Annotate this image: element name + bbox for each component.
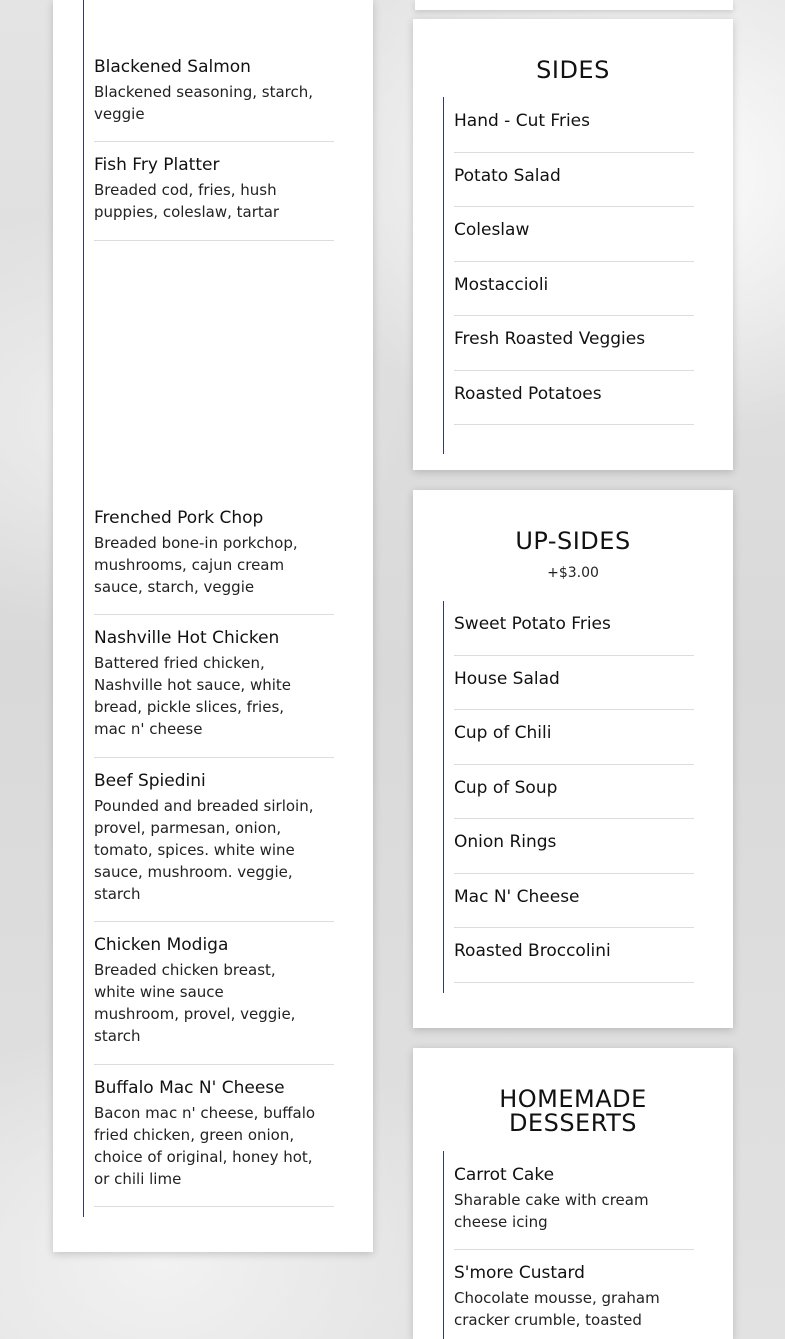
menu-item-chicken-modiga: [94, 934, 309, 1047]
section-title: SIDES: [536, 56, 610, 84]
previous-card-edge: [415, 0, 733, 10]
item-divider: [454, 927, 694, 928]
section-title-line1: HOMEMADE: [499, 1085, 647, 1113]
menu-item-fish-fry-platter: [94, 154, 324, 223]
desserts-accent-line: [443, 1151, 444, 1339]
item-name: Buffalo Mac N' Cheese: [94, 1078, 285, 1098]
item-divider: [94, 921, 334, 922]
menu-item-buffalo-mac-n-cheese: [94, 1077, 322, 1190]
item-divider: [454, 873, 694, 874]
item-divider: [94, 757, 334, 758]
upside-item: Cup of Chili: [454, 723, 552, 743]
menu-item-blackened-salmon: [94, 56, 324, 125]
side-item: Roasted Potatoes: [454, 384, 602, 404]
item-description: Pounded and breaded sirloin, provel, parmesan, onion, tomato, spices. white wine sauce, mushroom. veggie, starch: [94, 797, 314, 903]
sides-accent-line: [443, 97, 444, 454]
item-description: Blackened seasoning, starch, veggie: [94, 83, 314, 123]
entrees-card: [53, 0, 373, 1252]
item-description: Sharable cake with cream cheese icing: [454, 1191, 649, 1231]
item-divider: [454, 424, 694, 425]
side-item: Coleslaw: [454, 220, 530, 240]
upside-item: House Salad: [454, 669, 560, 689]
item-description: Breaded chicken breast, white wine sauce mushroom, provel, veggie, starch: [94, 961, 296, 1045]
upside-item: Mac N' Cheese: [454, 887, 580, 907]
side-item: Mostaccioli: [454, 275, 549, 295]
side-item: Potato Salad: [454, 166, 561, 186]
item-divider: [454, 315, 694, 316]
upside-item: Roasted Broccolini: [454, 941, 611, 961]
item-divider: [454, 764, 694, 765]
item-name: Fish Fry Platter: [94, 155, 220, 175]
menu-item-beef-spiedini: [94, 770, 319, 905]
item-description: Chocolate mousse, graham cracker crumble, toasted: [454, 1289, 660, 1329]
item-divider: [94, 1206, 334, 1207]
side-item: Fresh Roasted Veggies: [454, 329, 646, 349]
upside-item: Sweet Potato Fries: [454, 614, 611, 634]
item-description: Breaded cod, fries, hush puppies, coleslaw, tartar: [94, 181, 280, 221]
menu-item-frenched-pork-chop: [94, 507, 324, 598]
item-divider: [454, 206, 694, 207]
item-divider: [94, 614, 334, 615]
item-divider: [94, 240, 334, 241]
menu-item-nashville-hot-chicken: [94, 627, 309, 740]
item-name: Chicken Modiga: [94, 935, 229, 955]
side-item: Hand - Cut Fries: [454, 111, 590, 131]
section-title: UP-SIDES: [515, 527, 631, 555]
item-description: Bacon mac n' cheese, buffalo fried chicken, green onion, choice of original, honey hot, or chili lime: [94, 1104, 316, 1188]
item-name: Frenched Pork Chop: [94, 508, 264, 528]
item-name: S'more Custard: [454, 1263, 585, 1283]
item-divider: [454, 370, 694, 371]
desserts-card: [413, 1048, 733, 1339]
item-divider: [454, 655, 694, 656]
entrees-accent-line: [83, 0, 84, 1217]
item-divider: [94, 1064, 334, 1065]
upside-item: Onion Rings: [454, 832, 557, 852]
sides-card: [413, 19, 733, 470]
item-divider: [454, 152, 694, 153]
item-divider: [454, 261, 694, 262]
item-name: Beef Spiedini: [94, 771, 206, 791]
item-name: Blackened Salmon: [94, 57, 251, 77]
upsides-card: [413, 490, 733, 1028]
dessert-carrot-cake: [454, 1164, 684, 1233]
upside-item: Cup of Soup: [454, 778, 558, 798]
item-description: Breaded bone-in porkchop, mushrooms, cajun cream sauce, starch, veggie: [94, 534, 298, 596]
item-name: Carrot Cake: [454, 1165, 555, 1185]
item-divider: [94, 141, 334, 142]
item-divider: [454, 1249, 694, 1250]
item-name: Nashville Hot Chicken: [94, 628, 280, 648]
upsides-accent-line: [443, 601, 444, 993]
item-divider: [454, 709, 694, 710]
section-price: +$3.00: [547, 565, 599, 581]
item-divider: [454, 982, 694, 983]
section-title-line2: DESSERTS: [508, 1109, 638, 1137]
item-divider: [454, 818, 694, 819]
item-description: Battered fried chicken, Nashville hot sauce, white bread, pickle slices, fries, mac n' cheese: [94, 654, 292, 738]
dessert-smore-custard: [454, 1262, 684, 1331]
